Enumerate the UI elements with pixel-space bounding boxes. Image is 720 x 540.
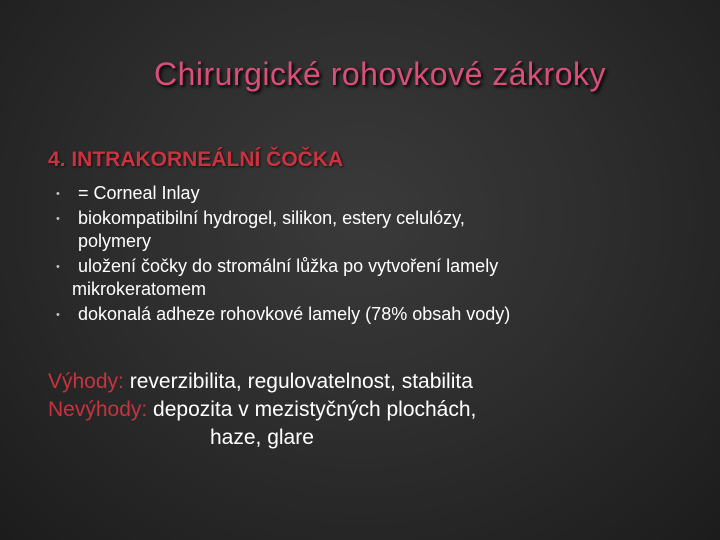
section-heading: 4. INTRAKORNEÁLNÍ ČOČKA bbox=[48, 148, 344, 171]
list-item bbox=[56, 303, 676, 326]
bullet-text: dokonalá adheze rohovkové lamely (78% obsah vody) bbox=[78, 304, 511, 324]
cons-line bbox=[48, 396, 708, 452]
pros-text: reverzibilita, regulovatelnost, stabilita bbox=[123, 370, 473, 393]
bullet-text: = Corneal Inlay bbox=[78, 183, 200, 203]
bullet-icon: • bbox=[56, 309, 60, 321]
bullet-text: uložení čočky do stromální lůžka po vytvoření lamely bbox=[78, 256, 499, 276]
pros-label: Výhody: bbox=[48, 370, 124, 393]
pros-line bbox=[48, 368, 708, 396]
list-item bbox=[56, 255, 676, 301]
bullet-text-continuation: mikrokeratomem bbox=[72, 279, 207, 299]
list-item bbox=[56, 207, 676, 253]
bullet-text-continuation: polymery bbox=[78, 231, 152, 251]
slide-title: Chirurgické rohovkové zákroky bbox=[154, 56, 606, 92]
cons-text-continuation: haze, glare bbox=[210, 426, 314, 449]
list-item bbox=[56, 182, 676, 205]
bullet-icon: • bbox=[56, 261, 60, 273]
cons-label: Nevýhody: bbox=[48, 398, 148, 421]
cons-text: depozita v mezistyčných plochách, bbox=[147, 398, 477, 421]
bullet-list bbox=[56, 182, 676, 328]
bullet-icon: • bbox=[56, 213, 60, 225]
bullet-icon: • bbox=[56, 188, 60, 200]
pros-cons-block bbox=[48, 368, 708, 452]
bullet-text: biokompatibilní hydrogel, silikon, estery celulózy, bbox=[78, 208, 465, 228]
